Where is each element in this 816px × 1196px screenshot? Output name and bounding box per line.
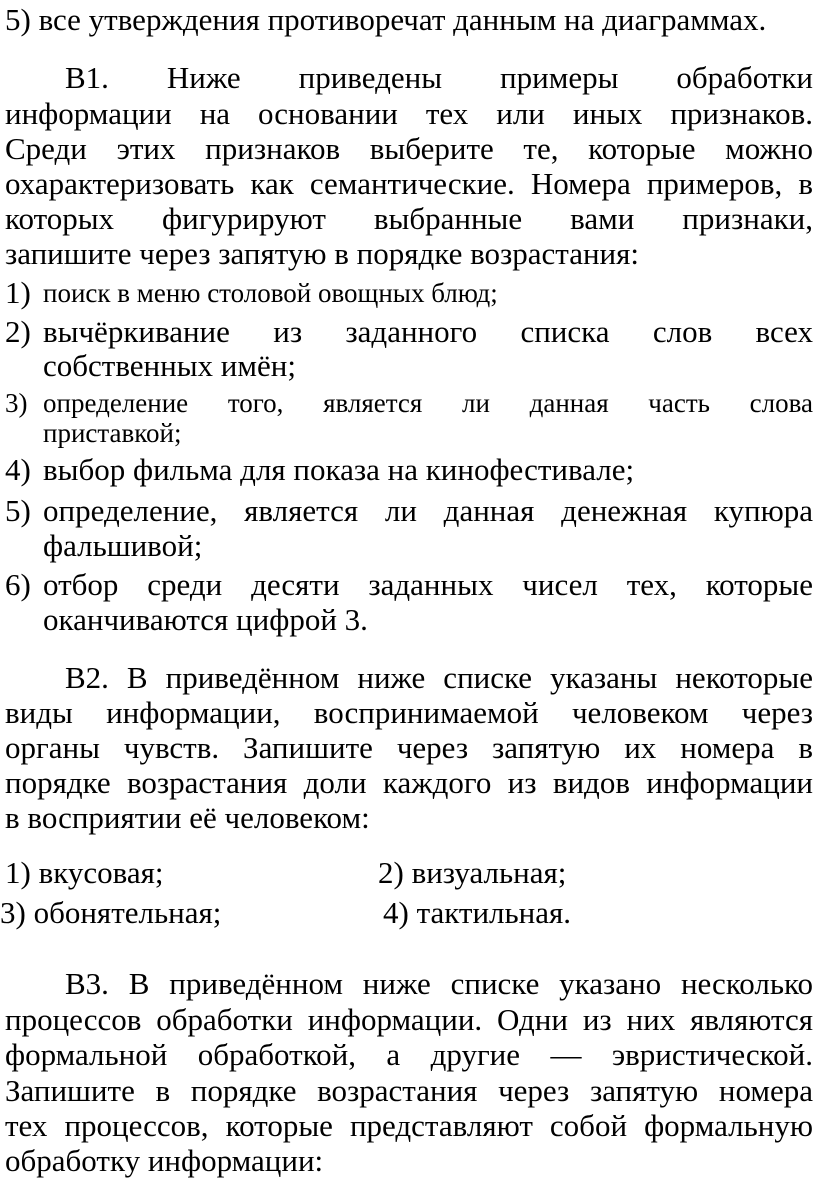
item-text: выбор фильма для показа на кинофестивале;: [43, 452, 635, 487]
task-b3-line-2: процессов обработки информации. Одни из них являются: [5, 1002, 813, 1037]
task-b2-option-2: 2) визуальная;: [378, 855, 567, 890]
item-number: 1): [5, 275, 31, 310]
item-text: вычёркивание из заданного списка слов всех: [43, 314, 813, 349]
task-b2-option-1: 1) вкусовая;: [5, 855, 164, 890]
task-b2-line-3: органы чувств. Запишите через запятую их номера в: [5, 730, 813, 765]
item-number: 3): [5, 388, 28, 418]
task-b2-line-5: в восприятии её человеком:: [5, 800, 370, 835]
task-b3-line-4: Запишите в порядке возрастания через запятую номера: [5, 1073, 813, 1108]
task-b3-line-1: В3. В приведённом ниже списке указано несколько: [65, 966, 813, 1001]
task-b2-option-3: 3) обонятельная;: [0, 895, 222, 930]
item-text: определение, является ли данная денежная купюра: [43, 493, 813, 528]
item-text: отбор среди десяти заданных чисел тех, которые: [43, 567, 813, 602]
item-number: 4): [5, 452, 31, 487]
task-b3-line-6: обработку информации:: [5, 1143, 324, 1178]
task-b1-line-5: которых фигурируют выбранные вами признаки,: [5, 201, 813, 236]
task-b1-line-4: охарактеризовать как семантические. Номера примеров, в: [5, 166, 813, 201]
task-b1-item-3-cont: приставкой;: [43, 418, 182, 448]
previous-answer-option-5: 5) все утверждения противоречат данным на диаграммах.: [5, 2, 767, 37]
task-b3-line-5: тех процессов, которые представляют собой формальную: [5, 1108, 813, 1143]
task-b2-line-2: виды информации, воспринимаемой человеком через: [5, 695, 813, 730]
task-b1-line-1: В1. Ниже приведены примеры обработки: [65, 60, 813, 95]
task-b2-line-1: В2. В приведённом ниже списке указаны некоторые: [65, 660, 813, 695]
task-b3-line-3: формальной обработкой, а другие — эвристической.: [5, 1037, 813, 1072]
task-b1-item-6-cont: оканчиваются цифрой 3.: [43, 602, 368, 637]
task-b2-option-4: 4) тактильная.: [383, 895, 572, 930]
task-b2-line-4: порядке возрастания доли каждого из видов информации: [5, 765, 813, 800]
item-number: 2): [5, 314, 31, 349]
item-text: определение того, является ли данная часть слова: [43, 388, 813, 418]
task-b1-line-2: информации на основании тех или иных признаков.: [5, 96, 813, 131]
task-b1-item-5-cont: фальшивой;: [43, 528, 203, 563]
task-b1-line-3: Среди этих признаков выберите те, которые можно: [5, 131, 813, 166]
item-number: 6): [5, 567, 31, 602]
task-b1-item-2-cont: собственных имён;: [43, 348, 296, 383]
item-text: поиск в меню столовой овощных блюд;: [43, 278, 498, 308]
task-b1-line-6: запишите через запятую в порядке возрастания:: [5, 236, 640, 271]
item-number: 5): [5, 493, 31, 528]
